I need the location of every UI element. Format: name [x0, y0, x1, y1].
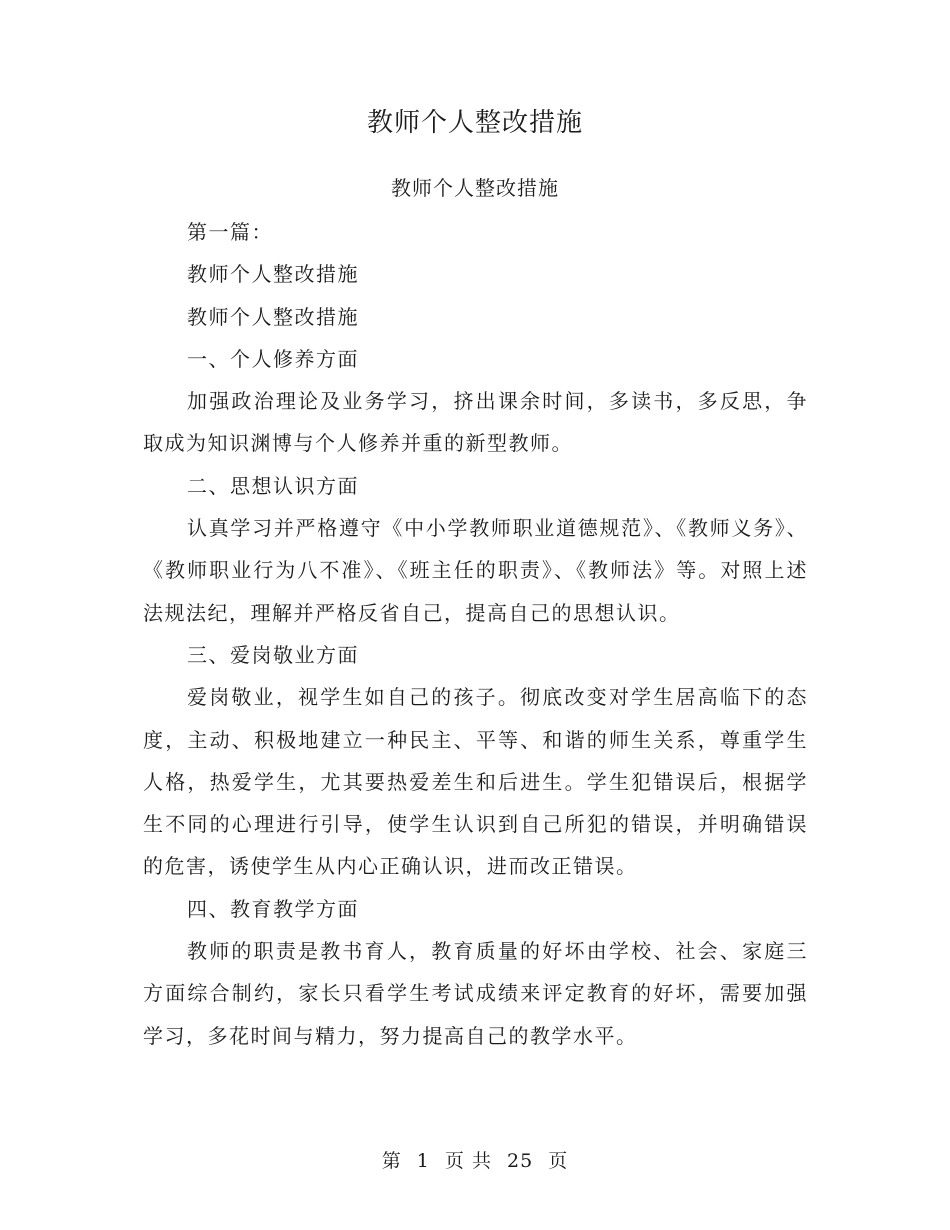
page-footer: [0, 1146, 950, 1173]
paragraph-heading: 教师个人整改措施: [187, 262, 359, 287]
paragraph: 教师的职责是教书育人，教育质量的好坏由学校、社会、家庭三方面综合制约，家长只看学生考试成绩来评定教育的好坏，需要加强学习，多花时间与精力，努力提高自己的教学水平。: [143, 939, 808, 1048]
document-subtitle: 教师个人整改措施: [391, 176, 559, 200]
section-heading-teaching: 四、教育教学方面: [187, 896, 359, 921]
paragraph: 爱岗敬业，视学生如自己的孩子。彻底改变对学生居高临下的态度，主动、积极地建立一种民主、平等、和谐的师生关系，尊重学生人格，热爱学生，尤其要热爱差生和后进生。学生犯错误后，根据学生不同的心理进行引导，使学生认识到自己所犯的错误，并明确错误的危害，诱使学生从内心正确认识，进而改正错误。: [143, 685, 808, 879]
document-title: 教师个人整改措施: [366, 108, 583, 138]
footer-prefix: 第: [381, 1150, 402, 1172]
section-heading-personal-cultivation: 一、个人修养方面: [187, 346, 359, 371]
paragraph-part-label: 第一篇：: [187, 220, 273, 244]
section-heading-ideological-awareness: 二、思想认识方面: [187, 473, 359, 498]
footer-suffix: 页: [548, 1150, 569, 1172]
footer-page-number: 1: [416, 1150, 430, 1172]
section-heading-job-dedication: 三、爱岗敬业方面: [187, 642, 359, 667]
paragraph: 加强政治理论及业务学习，挤出课余时间，多读书，多反思，争取成为知识渊博与个人修养并重的新型教师。: [143, 389, 808, 456]
paragraph: 认真学习并严格遵守《中小学教师职业道德规范》、《教师义务》、《教师职业行为八不准》、《班主任的职责》、《教师法》等。对照上述法规法纪，理解并严格反省自己，提高自己的思想认识。: [143, 516, 808, 625]
footer-total-pages: 25: [507, 1150, 534, 1172]
footer-middle: 页 共: [444, 1150, 492, 1172]
document-body: [143, 211, 808, 1057]
paragraph-heading: 教师个人整改措施: [187, 304, 359, 329]
